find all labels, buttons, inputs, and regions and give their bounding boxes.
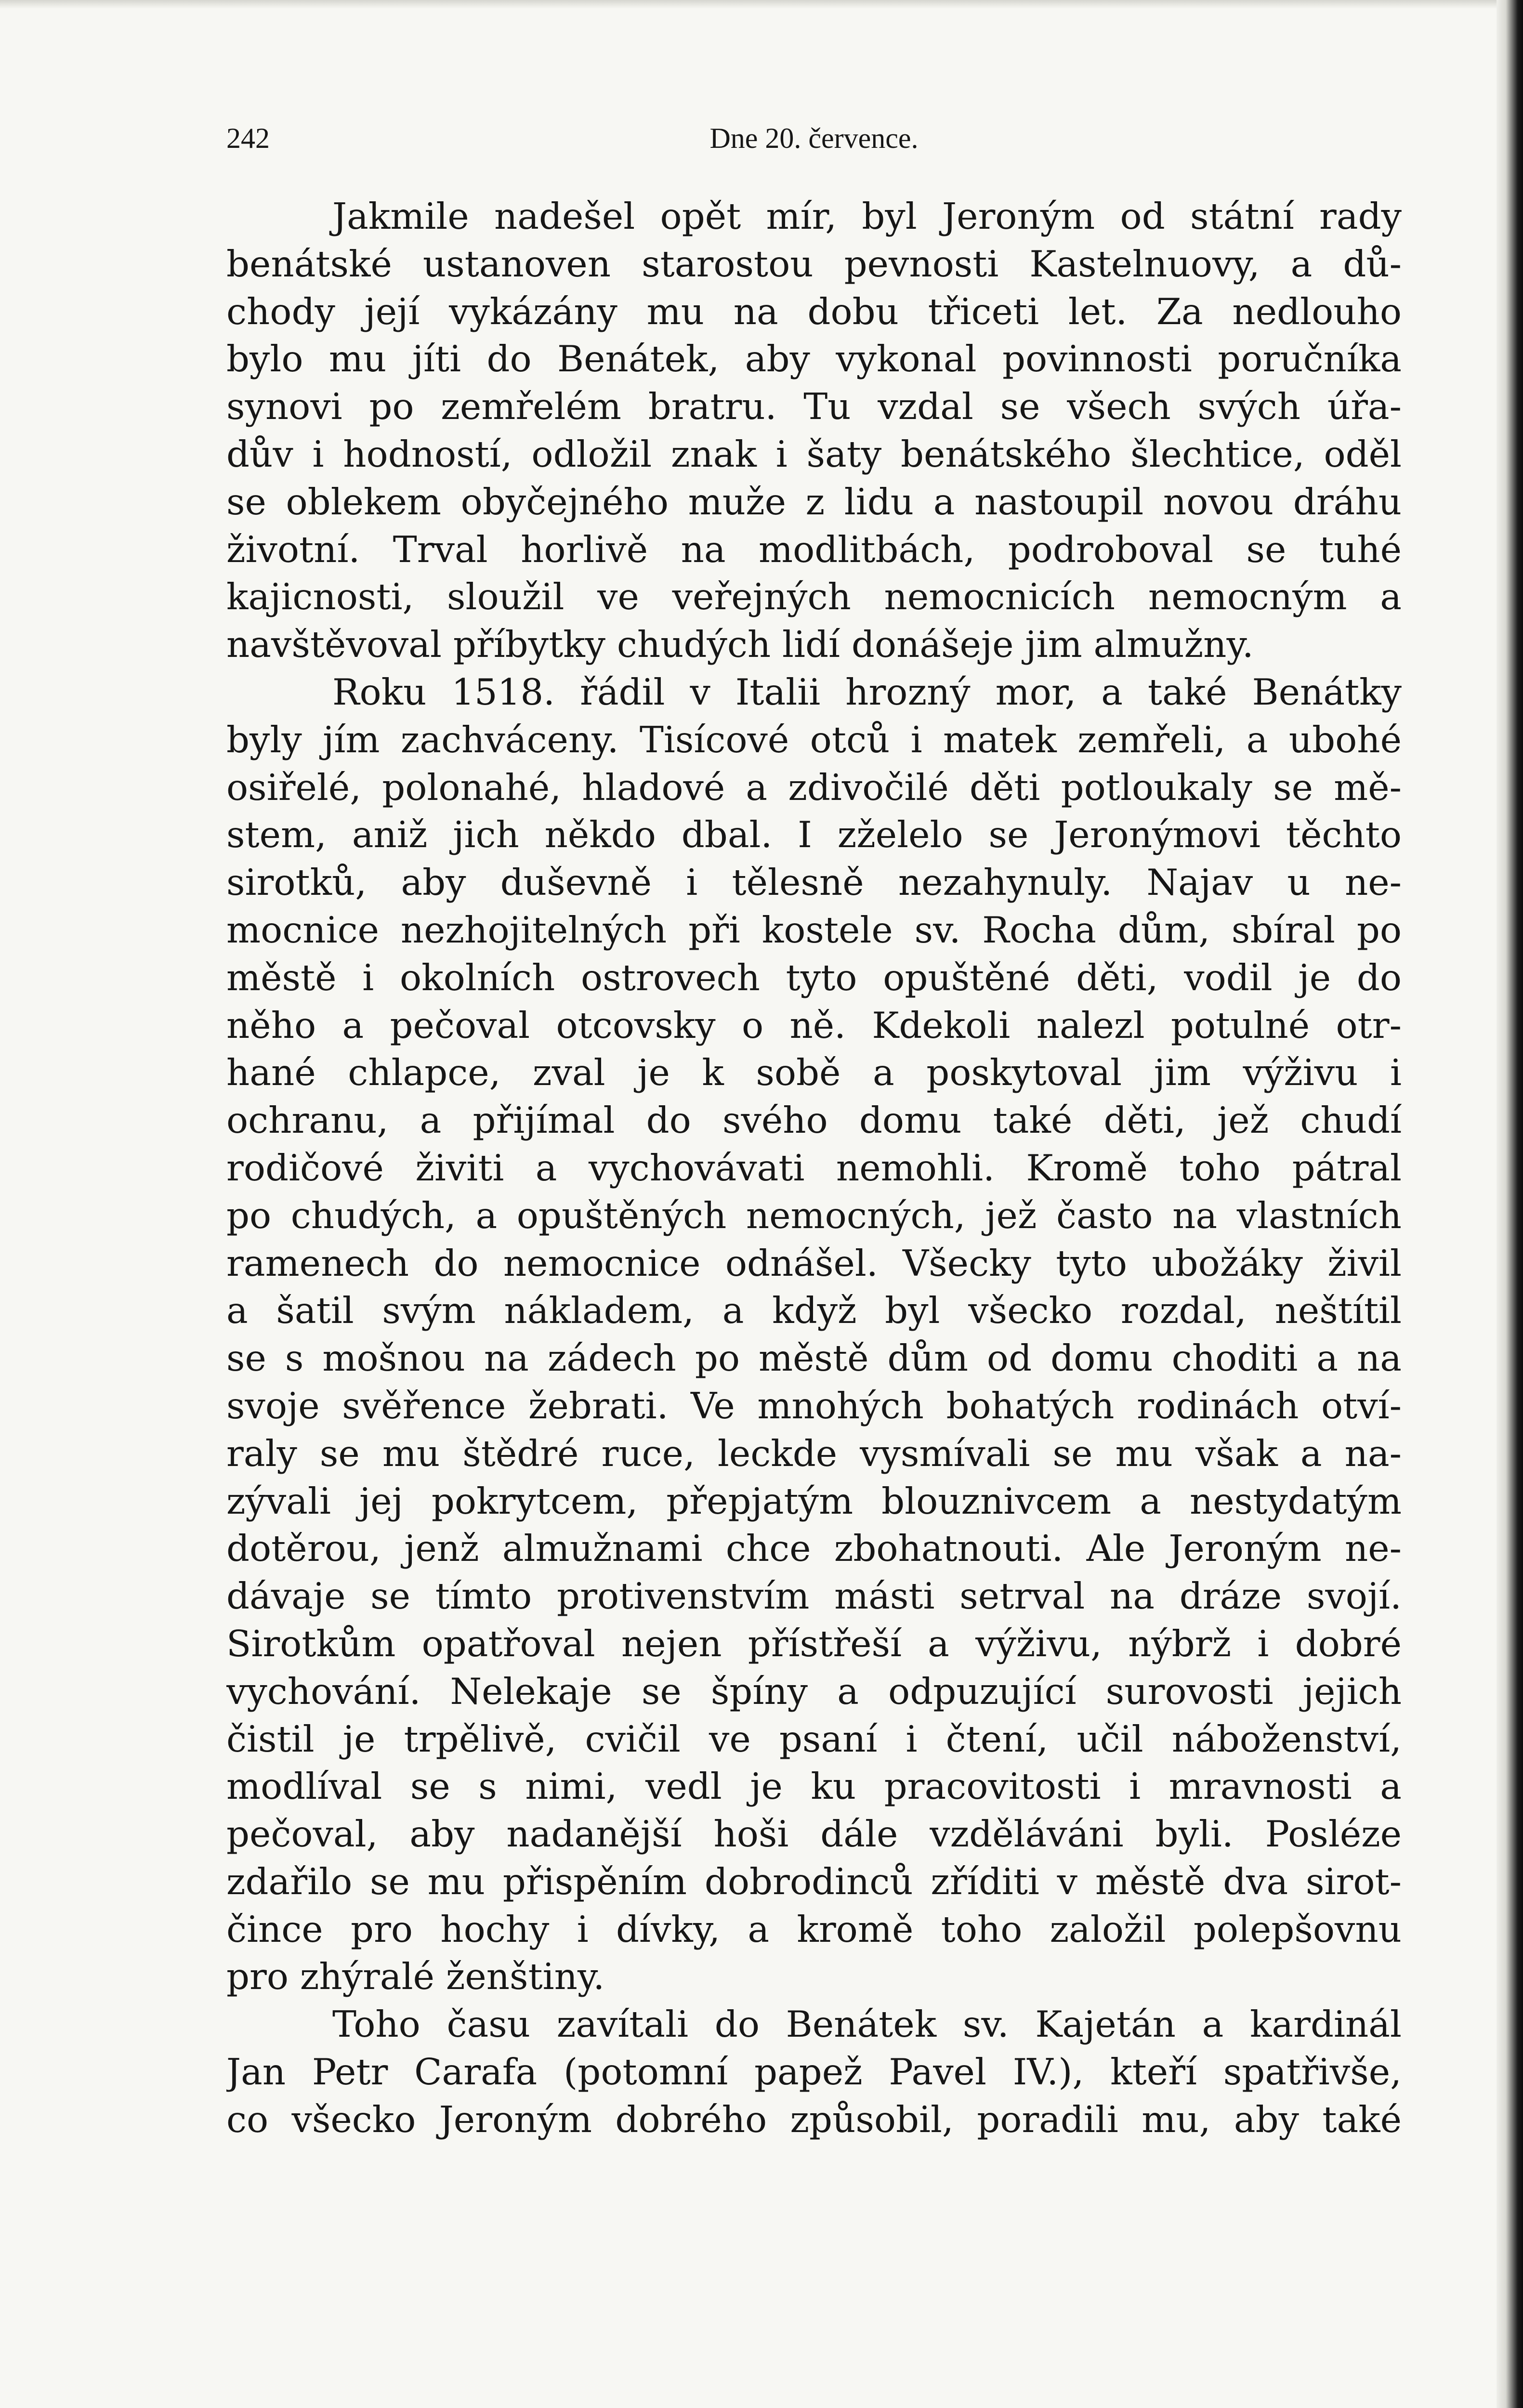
running-title: Dne 20. července. [709, 122, 919, 154]
text-line: hané chlapce, zval je k sobě a poskytoval jim výživu i [226, 1051, 1402, 1094]
text-line: bylo mu jíti do Benátek, aby vykonal povinnosti poručníka [226, 338, 1402, 380]
text-line: se s mošnou na zádech po městě dům od domu choditi a na [226, 1337, 1402, 1380]
text-line: byly jím zachváceny. Tisícové otců i matek zemřeli, a ubohé [226, 718, 1402, 761]
paragraph [226, 668, 1402, 2001]
text-line: ramenech do nemocnice odnášel. Všecky tyto ubožáky živil [226, 1242, 1402, 1284]
text-line: co všecko Jeroným dobrého způsobil, poradili mu, aby také [226, 2098, 1402, 2141]
text-line: Toho času zavítali do Benátek sv. Kajetán a kardinál [332, 2003, 1402, 2046]
text-line: po chudých, a opuštěných nemocných, jež často na vlastních [226, 1194, 1402, 1237]
text-line: synovi po zemřelém bratru. Tu vzdal se všech svých úřa- [226, 385, 1402, 428]
text-line: něho a pečoval otcovsky o ně. Kdekoli nalezl potulné otr- [226, 1004, 1402, 1047]
text-line: Sirotkům opatřoval nejen přístřeší a výživu, nýbrž i dobré [226, 1622, 1402, 1665]
text-line: Jakmile nadešel opět mír, byl Jeroným od státní rady [332, 195, 1402, 237]
text-line: se oblekem obyčejného muže z lidu a nastoupil novou dráhu [226, 480, 1402, 523]
text-line: životní. Trval horlivě na modlitbách, podroboval se tuhé [226, 528, 1402, 571]
text-line: svoje svěřence žebrati. Ve mnohých bohatých rodinách otví- [226, 1384, 1402, 1427]
body-text [226, 193, 1402, 2144]
paragraph [226, 193, 1402, 668]
page-top-edge [0, 0, 1523, 9]
text-line: Roku 1518. řádil v Italii hrozný mor, a také Benátky [332, 670, 1402, 713]
page-number: 242 [226, 122, 270, 154]
book-spine-edge [1497, 0, 1523, 2408]
text-line: dův i hodností, odložil znak i šaty benátského šlechtice, oděl [226, 432, 1402, 475]
text-line: čince pro hochy i dívky, a kromě toho založil polepšovnu [226, 1908, 1402, 1950]
text-line: čistil je trpělivě, cvičil ve psaní i čtení, učil náboženství, [226, 1717, 1402, 1760]
text-line: dávaje se tímto protivenstvím másti setrval na dráze svojí. [226, 1575, 1402, 1618]
text-line: mocnice nezhojitelných při kostele sv. Rocha dům, sbíral po [226, 908, 1402, 951]
text-line: dotěrou, jenž almužnami chce zbohatnouti. Ale Jeroným ne- [226, 1527, 1402, 1570]
page-header [226, 112, 1402, 165]
text-line: zývali jej pokrytcem, přepjatým blouznivcem a nestydatým [226, 1479, 1402, 1522]
text-line: raly se mu štědré ruce, leckde vysmívali se mu však a na- [226, 1432, 1402, 1475]
text-line: městě i okolních ostrovech tyto opuštěné děti, vodil je do [226, 956, 1402, 999]
text-line: zdařilo se mu přispěním dobrodinců zříditi v městě dva sirot- [226, 1860, 1402, 1903]
text-line: sirotků, aby duševně i tělesně nezahynuly. Najav u ne- [226, 861, 1402, 904]
text-line: modlíval se s nimi, vedl je ku pracovitosti i mravnosti a [226, 1765, 1402, 1808]
text-line: pečoval, aby nadanější hoši dále vzděláváni byli. Posléze [226, 1813, 1402, 1856]
text-line: kajicnosti, sloužil ve veřejných nemocnicích nemocným a [226, 576, 1402, 618]
text-line: pro zhýralé ženštiny. [226, 1955, 605, 1998]
text-line: ochranu, a přijímal do svého domu také děti, jež chudí [226, 1099, 1402, 1142]
text-line: osiřelé, polonahé, hladové a zdivočilé děti potloukaly se mě- [226, 766, 1402, 809]
text-line: stem, aniž jich někdo dbal. I zželelo se Jeronýmovi těchto [226, 813, 1402, 856]
text-line: vychování. Nelekaje se špíny a odpuzující surovosti jejich [226, 1670, 1402, 1713]
paragraph [226, 2001, 1402, 2143]
text-line: rodičové živiti a vychovávati nemohli. Kromě toho pátral [226, 1146, 1402, 1189]
text-line: navštěvoval příbytky chudých lidí donášeje jim almužny. [226, 623, 1254, 666]
text-line: Jan Petr Carafa (potomní papež Pavel IV.), kteří spatřivše, [226, 2051, 1402, 2094]
text-line: chody její vykázány mu na dobu třiceti let. Za nedlouho [226, 290, 1402, 333]
text-line: benátské ustanoven starostou pevnosti Kastelnuovy, a dů- [226, 242, 1402, 285]
text-line: a šatil svým nákladem, a když byl všecko rozdal, neštítil [226, 1289, 1402, 1332]
